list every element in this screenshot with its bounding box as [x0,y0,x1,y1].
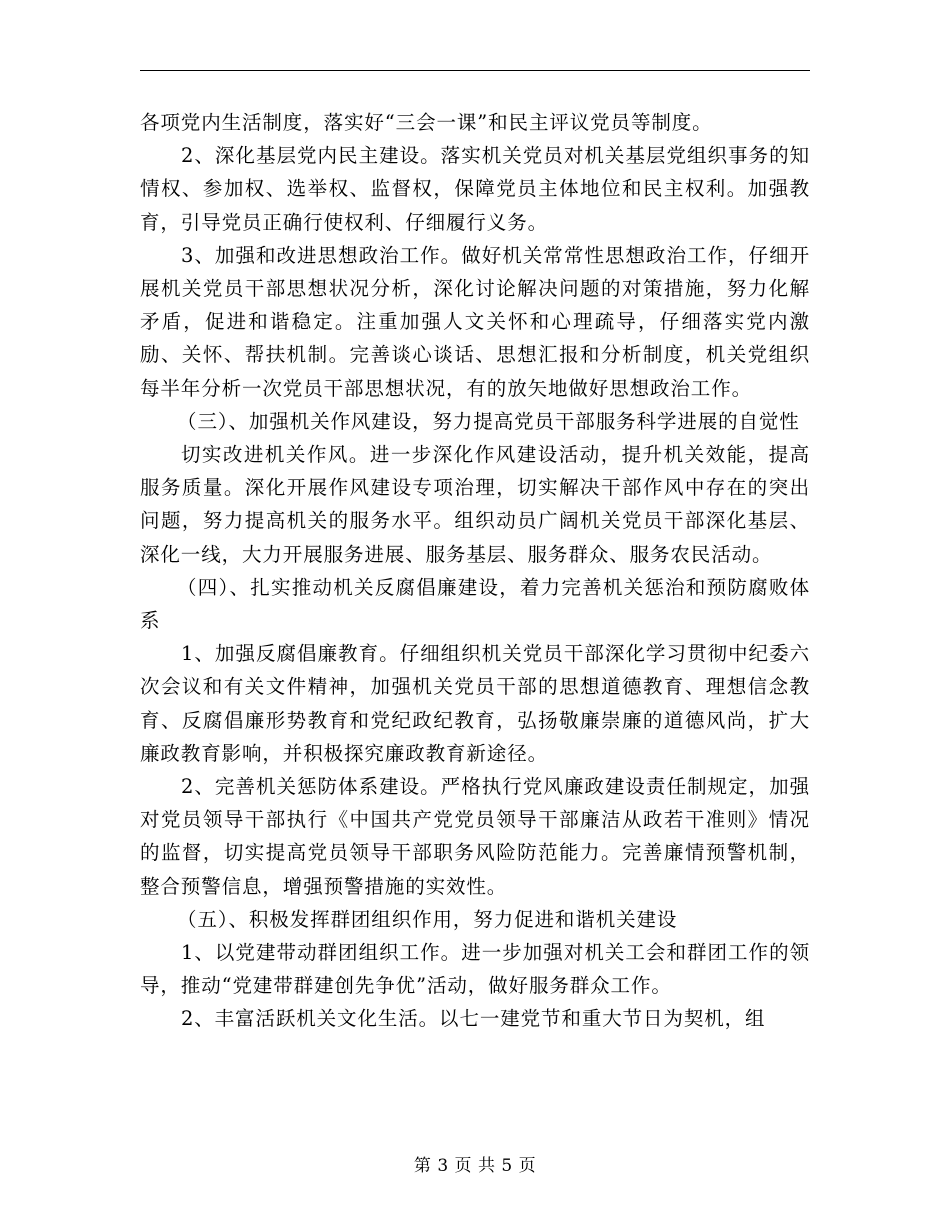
paragraph-prevention-system: 2、完善机关惩防体系建设。严格执行党风廉政建设责任制规定，加强对党员领导干部执行《中国共产党党员领导干部廉洁从政若干准则》情况的监督，切实提高党员领导干部职务风险防范能力。完善廉情预警机制，整合预警信息，增强预警措施的实效性。 [140,775,810,898]
section-heading-5: （五）、积极发挥群团组织作用，努力促进和谐机关建设 [177,907,678,931]
paragraph-work-style: 切实改进机关作风。进一步深化作风建设活动，提升机关效能，提高服务质量。深化开展作风建设专项治理，切实解决干部作风中存在的突出问题，努力提高机关的服务水平。组织动员广阔机关党员干部深化基层、深化一线，大力开展服务进展、服务基层、服务群众、服务农民活动。 [140,443,810,566]
paragraph-ideological-work: 3、加强和改进思想政治工作。做好机关常常性思想政治工作，仔细开展机关党员干部思想状况分析，深化讨论解决问题的对策措施，努力化解矛盾，促进和谐稳定。注重加强人文关怀和心理疏导，仔细落实党内激励、关怀、帮扶机制。完善谈心谈话、思想汇报和分析制度，机关党组织每半年分析一次党员干部思想状况，有的放矢地做好思想政治工作。 [140,243,810,400]
page-number: 第 3 页 共 5 页 [413,1156,537,1176]
header-rule [140,70,810,71]
paragraph-continued: 各项党内生活制度，落实好“三会一课”和民主评议党员等制度。 [140,111,713,134]
section-heading-3: （三）、加强机关作风建设，努力提高党员干部服务科学进展的自觉性 [177,409,800,433]
section-heading-4: （四）、扎实推动机关反腐倡廉建设，着力完善机关惩治和预防腐败体系 [140,575,810,633]
paragraph-cultural-life: 2、丰富活跃机关文化生活。以七一建党节和重大节日为契机，组 [180,1007,766,1031]
paragraph-mass-organizations: 1、以党建带动群团组织工作。进一步加强对机关工会和群团工作的领导，推动“党建带群建创先争优”活动，做好服务群众工作。 [140,941,810,998]
paragraph-anticorruption-education: 1、加强反腐倡廉教育。仔细组织机关党员干部深化学习贯彻中纪委六次会议和有关文件精神，加强机关党员干部的思想道德教育、理想信念教育、反腐倡廉形势教育和党纪政纪教育，弘扬敬廉崇廉的道德风尚，扩大廉政教育影响，并积极探究廉政教育新途径。 [140,642,810,765]
document-body [140,106,810,1036]
paragraph-inner-party-democracy: 2、深化基层党内民主建设。落实机关党员对机关基层党组织事务的知情权、参加权、选举权、监督权，保障党员主体地位和民主权利。加强教育，引导党员正确行使权利、仔细履行义务。 [140,144,810,234]
